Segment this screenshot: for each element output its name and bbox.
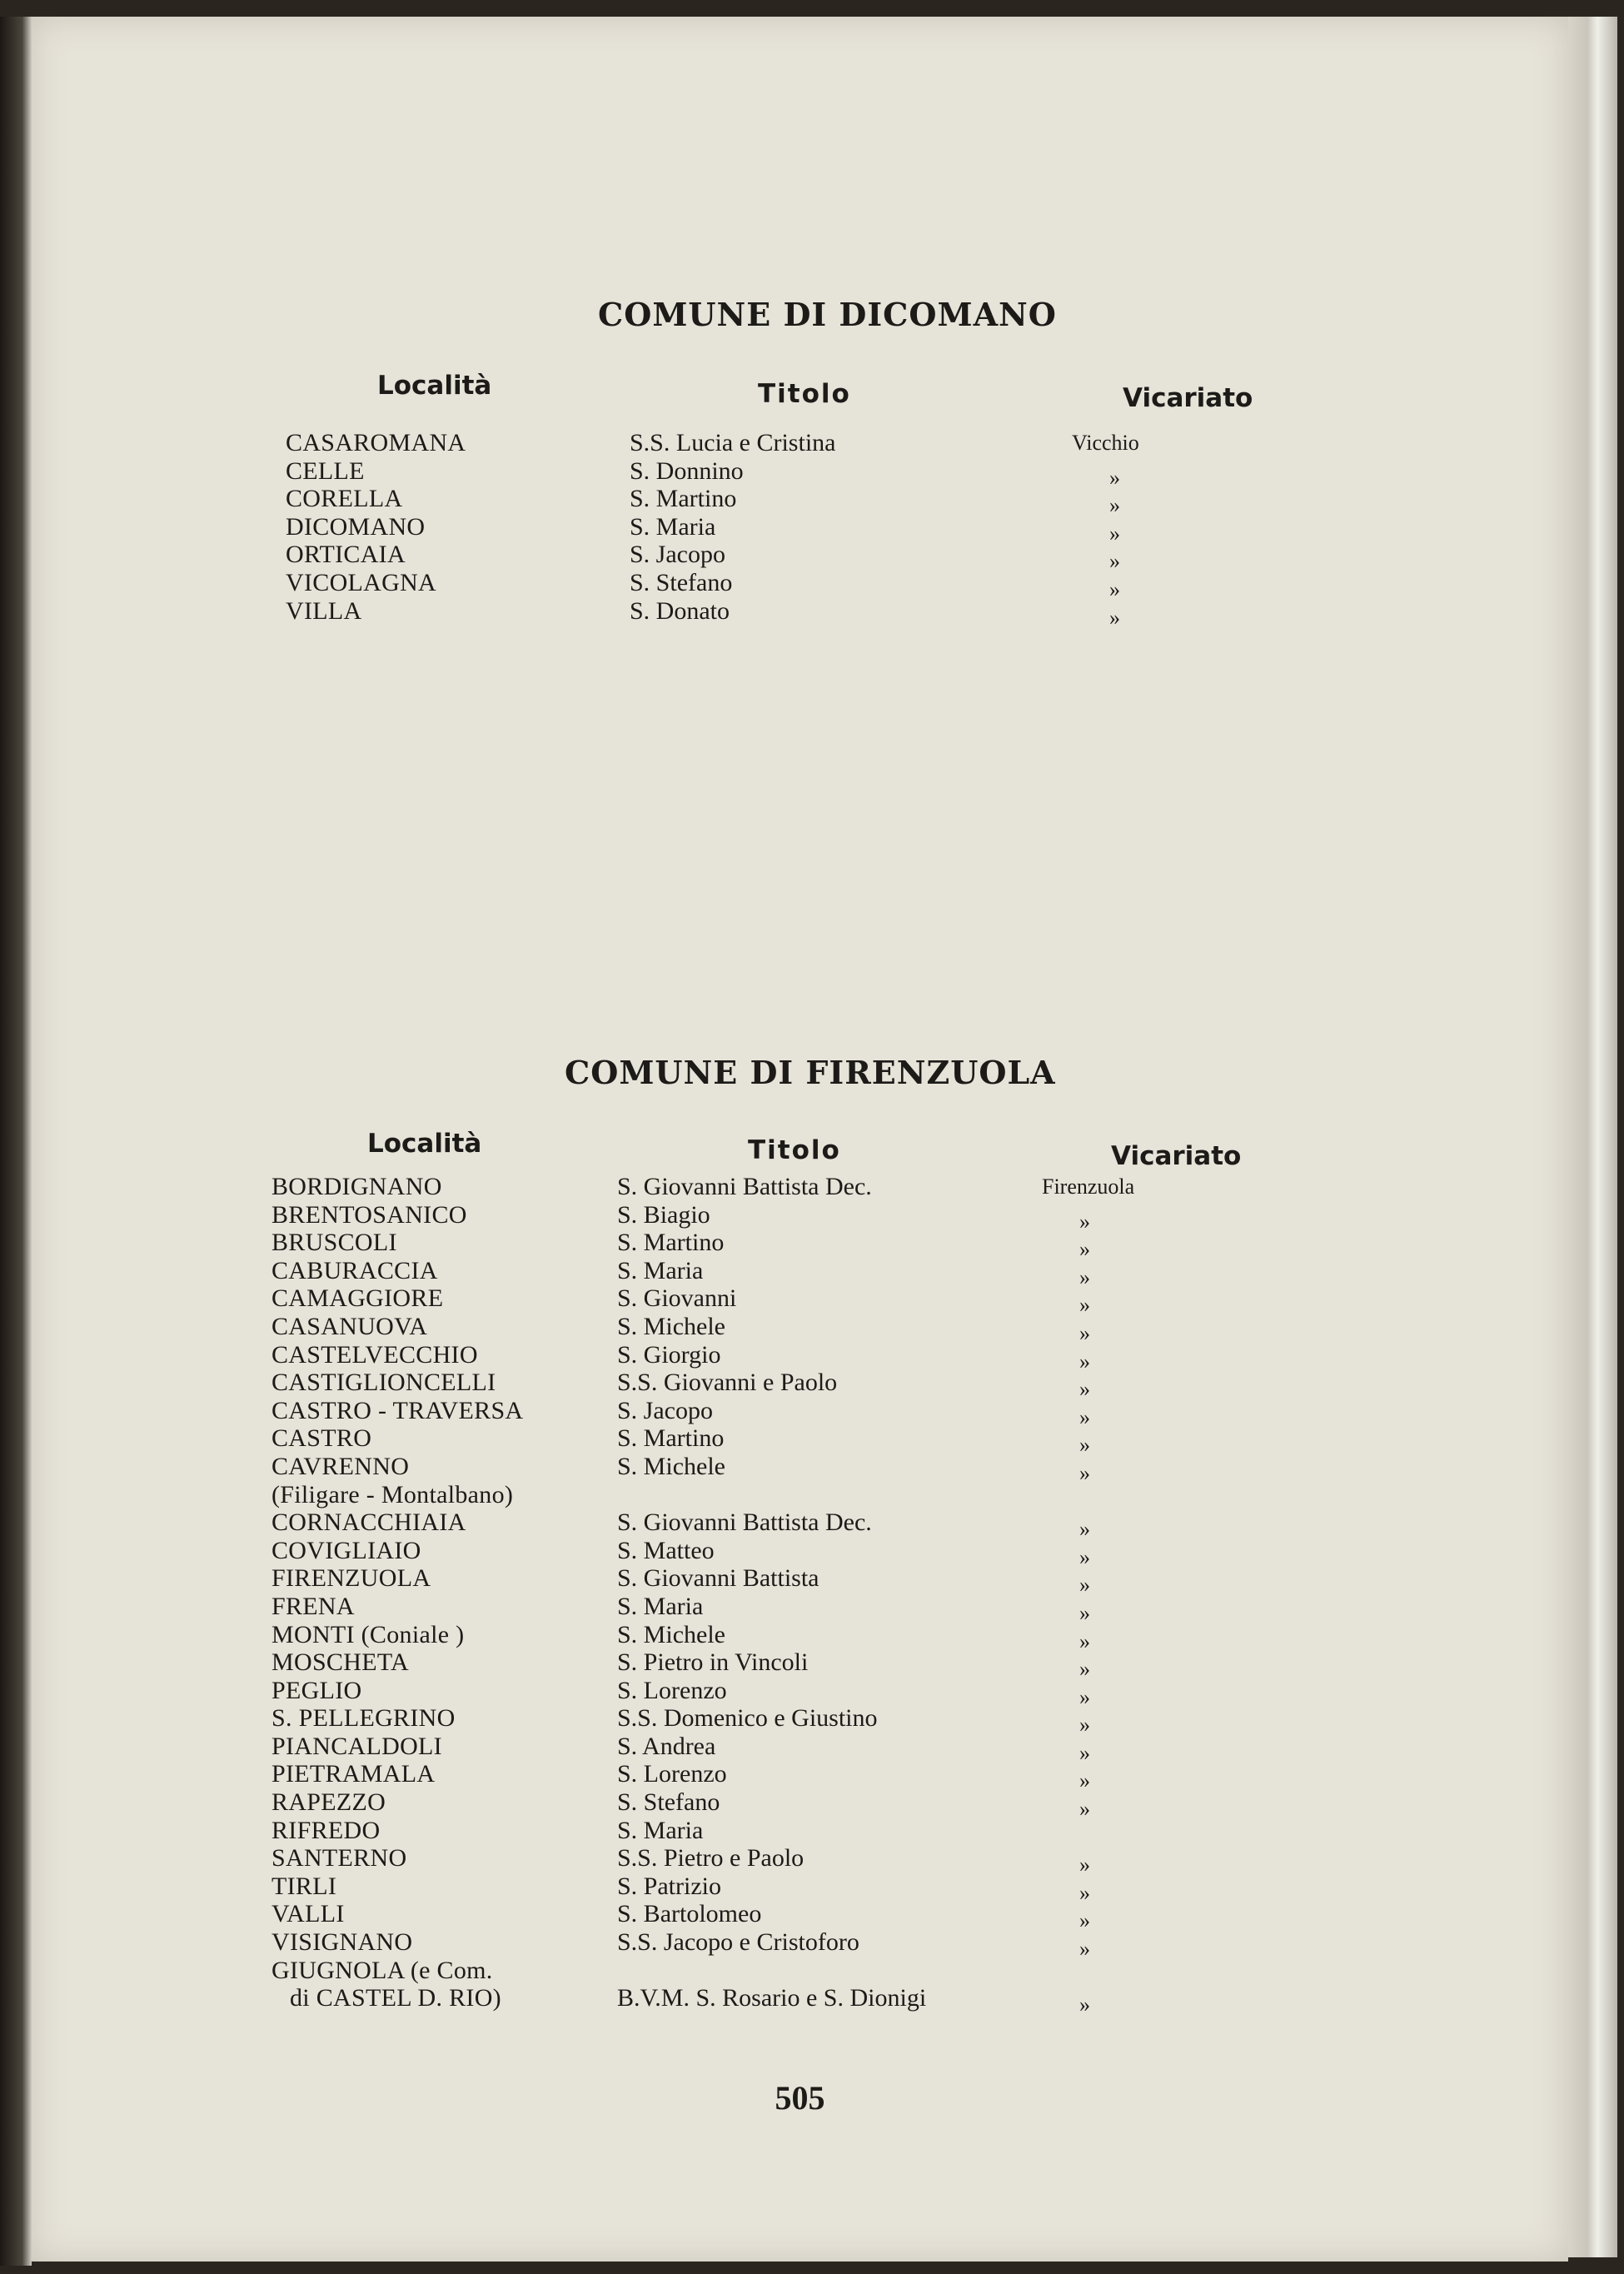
cell-titolo: S. Donnino — [630, 456, 744, 485]
cell-titolo: S.S. Domenico e Giustino — [617, 1704, 878, 1733]
cell-vicariato: » — [1079, 1264, 1090, 1289]
cell-localita: CELLE — [286, 456, 365, 485]
table-row — [271, 1817, 1354, 1845]
cell-vicariato: Firenzuola — [1042, 1174, 1135, 1199]
cell-localita: CAVRENNO — [271, 1452, 410, 1480]
cell-vicariato: » — [1079, 1404, 1090, 1429]
table-row — [286, 541, 1368, 574]
cell-vicariato: » — [1109, 465, 1120, 490]
cell-vicariato: » — [1079, 1908, 1090, 1933]
table-row — [271, 1173, 1354, 1201]
cell-vicariato: » — [1079, 1544, 1090, 1569]
cell-localita: CASTIGLIONCELLI — [271, 1369, 496, 1397]
cell-vicariato: » — [1079, 1573, 1090, 1598]
cell-titolo: S. Giovanni Battista Dec. — [617, 1509, 872, 1537]
cell-vicariato: » — [1079, 1600, 1090, 1625]
cell-localita: (Filigare - Montalbano) — [271, 1480, 514, 1509]
table-row — [271, 1312, 1354, 1345]
cell-titolo: S. Lorenzo — [617, 1676, 727, 1704]
cell-titolo: S. Martino — [630, 485, 737, 513]
cell-vicariato: » — [1079, 1992, 1090, 2017]
cell-localita: SANTERNO — [271, 1844, 407, 1873]
cell-titolo: S. Pietro in Vincoli — [617, 1648, 809, 1677]
cell-localita: CASAROMANA — [286, 429, 466, 456]
cell-localita: PEGLIO — [271, 1676, 362, 1704]
cell-vicariato: » — [1079, 1517, 1090, 1542]
cell-titolo: S. Michele — [617, 1620, 725, 1648]
table-row — [271, 1256, 1354, 1289]
cell-titolo: S.S. Pietro e Paolo — [617, 1844, 805, 1873]
cell-vicariato: » — [1109, 493, 1120, 518]
table-row — [271, 1481, 1354, 1509]
cell-titolo: S. Matteo — [617, 1536, 715, 1564]
cell-vicariato: Vicchio — [1072, 431, 1139, 455]
dicomano-header-vicariato: Vicariato — [1123, 383, 1253, 413]
cell-localita: FRENA — [271, 1592, 355, 1620]
cell-vicariato: » — [1079, 1293, 1090, 1318]
cell-localita: CAMAGGIORE — [271, 1284, 444, 1313]
cell-titolo: S. Michele — [617, 1312, 725, 1340]
cell-titolo: S. Michele — [617, 1452, 725, 1480]
book-gutter — [0, 17, 32, 2266]
cell-titolo: S. Biagio — [617, 1200, 710, 1229]
cell-localita: di CASTEL D. RIO) — [290, 1984, 501, 2012]
cell-localita: PIETRAMALA — [271, 1760, 436, 1788]
cell-vicariato: » — [1109, 521, 1120, 546]
cell-localita: BORDIGNANO — [271, 1173, 442, 1200]
cell-localita: MOSCHETA — [271, 1648, 410, 1677]
firenzuola-header-vicariato: Vicariato — [1111, 1141, 1242, 1171]
cell-titolo: S. Giovanni — [617, 1284, 737, 1313]
table-row — [286, 456, 1368, 490]
firenzuola-table — [271, 1173, 1354, 2017]
table-row — [271, 1424, 1354, 1458]
firenzuola-header-titolo: Titolo — [748, 1135, 841, 1165]
cell-vicariato: » — [1079, 1853, 1090, 1878]
cell-vicariato: » — [1079, 1209, 1090, 1234]
table-row — [271, 1369, 1354, 1402]
dicomano-header-titolo: Titolo — [758, 379, 851, 409]
cell-titolo: S. Maria — [617, 1816, 704, 1844]
table-row — [271, 1872, 1354, 1905]
cell-vicariato: » — [1079, 1628, 1090, 1653]
cell-vicariato: » — [1079, 1684, 1090, 1709]
cell-vicariato: » — [1079, 1460, 1090, 1485]
cell-localita: COVIGLIAIO — [271, 1536, 421, 1564]
cell-localita: CASTRO - TRAVERSA — [271, 1396, 524, 1424]
table-row — [286, 485, 1368, 518]
cell-vicariato: » — [1079, 1937, 1090, 1962]
dicomano-header-localita: Località — [377, 371, 492, 401]
table-row — [271, 1928, 1354, 1962]
section-title-dicomano: COMUNE DI DICOMANO — [598, 296, 1057, 333]
cell-titolo: S. Andrea — [617, 1732, 716, 1760]
cell-localita: VISIGNANO — [271, 1928, 413, 1957]
table-row — [286, 568, 1368, 601]
cell-localita: BRENTOSANICO — [271, 1200, 467, 1229]
cell-titolo: S. Giovanni Battista Dec. — [617, 1173, 872, 1200]
cell-titolo: S. Jacopo — [617, 1396, 713, 1424]
table-row — [271, 1229, 1354, 1262]
cell-localita: ORTICAIA — [286, 541, 406, 569]
cell-localita: CASTRO — [271, 1424, 372, 1453]
cell-titolo: S.S. Jacopo e Cristoforo — [617, 1928, 859, 1957]
cell-vicariato: » — [1109, 549, 1120, 574]
table-row — [271, 1984, 1354, 2017]
table-row — [271, 1200, 1354, 1234]
cell-titolo: B.V.M. S. Rosario e S. Dionigi — [617, 1984, 927, 2012]
cell-titolo: S. Patrizio — [617, 1872, 721, 1900]
cell-localita: VICOLAGNA — [286, 568, 437, 596]
cell-vicariato: » — [1079, 1740, 1090, 1765]
cell-vicariato: » — [1079, 1237, 1090, 1262]
table-row — [271, 1564, 1354, 1598]
table-row — [286, 596, 1368, 630]
cell-titolo: S. Lorenzo — [617, 1760, 727, 1788]
cell-titolo: S. Donato — [630, 596, 730, 625]
cell-vicariato: » — [1079, 1657, 1090, 1682]
cell-titolo: S. Stefano — [630, 568, 733, 596]
table-row — [271, 1676, 1354, 1709]
cell-titolo: S. Maria — [617, 1256, 704, 1284]
cell-localita: CASTELVECCHIO — [271, 1340, 478, 1369]
cell-localita: CABURACCIA — [271, 1256, 438, 1284]
cell-localita: CASANUOVA — [271, 1312, 428, 1340]
table-row — [271, 1452, 1354, 1485]
book-page — [32, 17, 1568, 2262]
table-row — [271, 1536, 1354, 1569]
table-row — [271, 1284, 1354, 1318]
cell-vicariato: » — [1079, 1880, 1090, 1905]
cell-localita: S. PELLEGRINO — [271, 1704, 456, 1733]
firenzuola-header-localita: Località — [367, 1129, 482, 1159]
cell-titolo: S.S. Lucia e Cristina — [630, 429, 836, 456]
cell-localita: FIRENZUOLA — [271, 1564, 431, 1593]
table-row — [271, 1760, 1354, 1793]
cell-titolo: S. Martino — [617, 1424, 725, 1453]
cell-localita: RIFREDO — [271, 1816, 381, 1844]
section-title-firenzuola: COMUNE DI FIRENZUOLA — [565, 1054, 1056, 1091]
table-row — [271, 1732, 1354, 1765]
cell-localita: DICOMANO — [286, 512, 426, 541]
cell-titolo: S. Bartolomeo — [617, 1900, 762, 1928]
cell-localita: TIRLI — [271, 1872, 337, 1900]
table-row — [271, 1900, 1354, 1933]
cell-titolo: S. Giovanni Battista — [617, 1564, 819, 1593]
cell-vicariato: » — [1109, 576, 1120, 601]
cell-titolo: S. Jacopo — [630, 541, 725, 569]
cell-titolo: S. Maria — [630, 512, 716, 541]
cell-localita: MONTI (Coniale ) — [271, 1620, 465, 1648]
cell-localita: VILLA — [286, 596, 362, 625]
cell-titolo: S.S. Giovanni e Paolo — [617, 1369, 838, 1397]
cell-titolo: S. Giorgio — [617, 1340, 721, 1369]
cell-titolo: S. Martino — [617, 1229, 725, 1257]
cell-localita: PIANCALDOLI — [271, 1732, 442, 1760]
table-row — [286, 429, 1368, 457]
cell-vicariato: » — [1079, 1377, 1090, 1402]
page-edges — [1567, 17, 1617, 2257]
cell-localita: CORELLA — [286, 485, 403, 513]
table-row — [271, 1620, 1354, 1653]
cell-titolo: S. Maria — [617, 1592, 704, 1620]
page-number: 505 — [775, 2079, 825, 2117]
cell-vicariato: » — [1109, 605, 1120, 630]
table-row — [271, 1704, 1354, 1738]
cell-localita: CORNACCHIAIA — [271, 1509, 466, 1537]
cell-localita: VALLI — [271, 1900, 345, 1928]
table-row — [271, 1957, 1354, 1985]
cell-vicariato: » — [1079, 1433, 1090, 1458]
table-row — [271, 1648, 1354, 1682]
table-row — [271, 1396, 1354, 1429]
dicomano-table — [286, 429, 1368, 630]
table-row — [271, 1509, 1354, 1542]
table-row — [286, 512, 1368, 546]
cell-vicariato: » — [1079, 1797, 1090, 1822]
cell-titolo: S. Stefano — [617, 1788, 720, 1817]
cell-localita: GIUGNOLA (e Com. — [271, 1956, 493, 1984]
table-row — [271, 1592, 1354, 1625]
cell-localita: RAPEZZO — [271, 1788, 386, 1817]
cell-vicariato: » — [1079, 1349, 1090, 1374]
cell-vicariato: » — [1079, 1320, 1090, 1345]
table-row — [271, 1788, 1354, 1822]
cell-localita: BRUSCOLI — [271, 1229, 397, 1257]
table-row — [271, 1844, 1354, 1878]
table-row — [271, 1340, 1354, 1374]
cell-vicariato: » — [1079, 1713, 1090, 1738]
cell-vicariato: » — [1079, 1768, 1090, 1793]
